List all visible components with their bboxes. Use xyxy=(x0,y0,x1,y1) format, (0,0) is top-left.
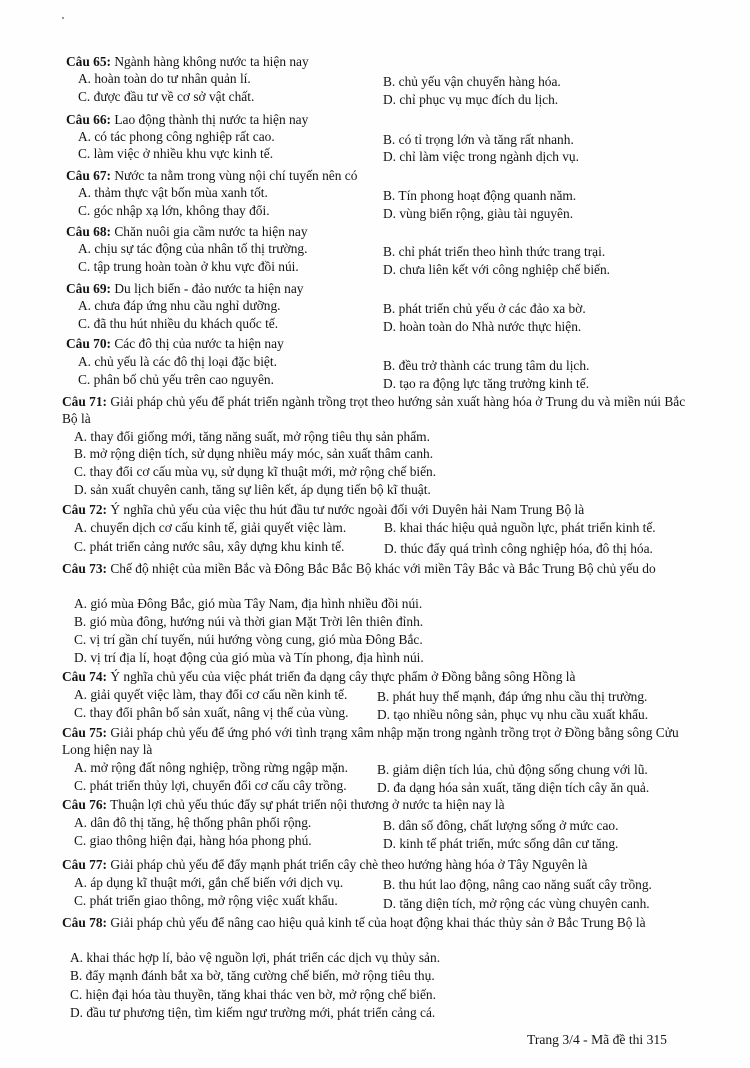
option-a: A. giải quyết việc làm, thay đổi cơ cấu nền kinh tế. xyxy=(74,687,348,702)
option-a: A. thay đổi giống mới, tăng năng suất, mở rộng tiêu thụ sản phẩm. xyxy=(74,429,430,444)
question-stem: Câu 68: Chăn nuôi gia cầm nước ta hiện nay xyxy=(66,224,308,239)
option-b: B. phát triển chủ yếu ở các đảo xa bờ. xyxy=(383,301,586,316)
option-d: D. kinh tế phát triển, mức sống dân cư tăng. xyxy=(383,836,619,851)
option-a: A. dân đô thị tăng, hệ thống phân phối rộng. xyxy=(74,815,312,830)
question-stem: Câu 65: Ngành hàng không nước ta hiện nay xyxy=(66,54,309,69)
option-a: A. mở rộng đất nông nghiệp, trồng rừng ngập mặn. xyxy=(74,760,348,775)
question-stem: Câu 74: Ý nghĩa chủ yếu của việc phát triển đa dạng cây thực phẩm ở Đồng bằng sông Hồng là xyxy=(62,669,576,684)
option-b: B. chỉ phát triển theo hình thức trang trại. xyxy=(383,244,606,259)
option-c: C. được đầu tư về cơ sở vật chất. xyxy=(78,89,255,104)
option-b: B. thu hút lao động, nâng cao năng suất cây trồng. xyxy=(383,877,652,892)
option-b: B. chủ yếu vận chuyển hàng hóa. xyxy=(383,74,561,89)
option-a: A. chịu sự tác động của nhân tố thị trường. xyxy=(78,241,308,256)
option-b: B. khai thác hiệu quả nguồn lực, phát triển kinh tế. xyxy=(384,520,656,535)
option-d: D. đa dạng hóa sản xuất, tăng diện tích cây ăn quả. xyxy=(377,780,650,795)
page-footer: Trang 3/4 - Mã đề thi 315 xyxy=(527,1032,667,1047)
option-d: D. vùng biển rộng, giàu tài nguyên. xyxy=(383,206,574,221)
option-c: C. giao thông hiện đại, hàng hóa phong phú. xyxy=(74,833,312,848)
question-stem: Câu 66: Lao động thành thị nước ta hiện nay xyxy=(66,112,309,127)
option-d: D. tạo nhiều nông sản, phục vụ nhu cầu xuất khẩu. xyxy=(377,707,649,722)
option-c: C. góc nhập xạ lớn, không thay đổi. xyxy=(78,203,270,218)
option-c: C. phát triển cảng nước sâu, xây dựng khu kinh tế. xyxy=(74,539,345,554)
option-a: A. chủ yếu là các đô thị loại đặc biệt. xyxy=(78,354,277,369)
option-a: A. có tác phong công nghiệp rất cao. xyxy=(78,129,275,144)
option-c: C. đã thu hút nhiều du khách quốc tế. xyxy=(78,316,279,331)
option-b: B. dân số đông, chất lượng sống ở mức cao. xyxy=(383,818,619,833)
question-stem: Câu 71: Giải pháp chủ yếu để phát triển ngành trồng trọt theo hướng sản xuất hàng hóa ở Trung du và miền núi Bắc Bộ là xyxy=(62,394,686,426)
option-c: C. thay đổi cơ cấu mùa vụ, sử dụng kĩ thuật mới, mở rộng chế biến. xyxy=(74,464,437,479)
option-c: C. tập trung hoàn toàn ở khu vực đồi núi. xyxy=(78,259,299,274)
option-b: B. giảm diện tích lúa, chủ động sống chung với lũ. xyxy=(377,762,648,777)
option-d: D. chưa liên kết với công nghiệp chế biến. xyxy=(383,262,611,277)
option-b: B. đều trở thành các trung tâm du lịch. xyxy=(383,358,590,373)
option-b: B. đẩy mạnh đánh bắt xa bờ, tăng cường chế biến, mở rộng tiêu thụ. xyxy=(70,968,435,983)
option-d: D. thúc đẩy quá trình công nghiệp hóa, đô thị hóa. xyxy=(384,541,653,556)
option-b: B. phát huy thế mạnh, đáp ứng nhu cầu thị trường. xyxy=(377,689,648,704)
question-stem: Câu 67: Nước ta nằm trong vùng nội chí tuyến nên có xyxy=(66,168,358,183)
option-c: C. làm việc ở nhiều khu vực kinh tế. xyxy=(78,146,274,161)
question-stem: Câu 77: Giải pháp chủ yếu để đẩy mạnh phát triển cây chè theo hướng hàng hóa ở Tây Nguyên là xyxy=(62,857,588,872)
question-stem: Câu 69: Du lịch biển - đảo nước ta hiện nay xyxy=(66,281,304,296)
option-c: C. thay đổi phân bố sản xuất, nâng vị thế của vùng. xyxy=(74,705,349,720)
option-a: A. gió mùa Đông Bắc, gió mùa Tây Nam, địa hình nhiều đồi núi. xyxy=(74,596,423,611)
option-b: B. gió mùa đông, hướng núi và thời gian Mặt Trời lên thiên đỉnh. xyxy=(74,614,424,629)
option-d: D. sản xuất chuyên canh, tăng sự liên kết, áp dụng tiến bộ kĩ thuật. xyxy=(74,482,431,497)
option-d: D. hoàn toàn do Nhà nước thực hiện. xyxy=(383,319,582,334)
option-c: C. phát triển giao thông, mở rộng việc xuất khẩu. xyxy=(74,893,338,908)
option-c: C. vị trí gần chí tuyến, núi hướng vòng cung, gió mùa Đông Bắc. xyxy=(74,632,423,647)
option-d: D. chỉ phục vụ mục đích du lịch. xyxy=(383,92,559,107)
question-stem: Câu 76: Thuận lợi chủ yếu thúc đẩy sự phát triển nội thương ở nước ta hiện nay là xyxy=(62,797,505,812)
question-stem: Câu 70: Các đô thị của nước ta hiện nay xyxy=(66,336,284,351)
option-b: B. Tín phong hoạt động quanh năm. xyxy=(383,188,577,203)
question-stem: Câu 75: Giải pháp chủ yếu để ứng phó với tình trạng xâm nhập mặn trong ngành trồng trọt ở Đồng bằng sông Cửu Long hiện nay là xyxy=(62,725,679,757)
option-c: C. phân bố chủ yếu trên cao nguyên. xyxy=(78,372,274,387)
option-a: A. hoàn toàn do tư nhân quản lí. xyxy=(78,71,251,86)
option-d: D. vị trí địa lí, hoạt động của gió mùa và Tín phong, địa hình núi. xyxy=(74,650,424,665)
question-stem: Câu 72: Ý nghĩa chủ yếu của việc thu hút đầu tư nước ngoài đối với Duyên hải Nam Trung Bộ là xyxy=(62,502,585,517)
option-b: B. mở rộng diện tích, sử dụng nhiều máy móc, sản xuất thâm canh. xyxy=(74,446,434,461)
option-b: B. có tỉ trọng lớn và tăng rất nhanh. xyxy=(383,132,574,147)
option-c: C. phát triển thủy lợi, chuyển đổi cơ cấu cây trồng. xyxy=(74,778,347,793)
option-d: D. chỉ làm việc trong ngành dịch vụ. xyxy=(383,149,579,164)
option-d: D. tăng diện tích, mở rộng các vùng chuyên canh. xyxy=(383,896,650,911)
option-d: D. tạo ra động lực tăng trưởng kinh tế. xyxy=(383,376,590,391)
option-a: A. thảm thực vật bốn mùa xanh tốt. xyxy=(78,185,268,200)
question-stem: Câu 73: Chế độ nhiệt của miền Bắc và Đông Bắc Bắc Bộ khác với miền Tây Bắc và Bắc Trung Bộ chủ yếu do xyxy=(62,561,656,576)
option-a: A. chuyển dịch cơ cấu kinh tế, giải quyết việc làm. xyxy=(74,520,347,535)
question-stem: Câu 78: Giải pháp chủ yếu để nâng cao hiệu quả kinh tế của hoạt động khai thác thủy sản ở Bắc Trung Bộ là xyxy=(62,915,646,930)
scan-speck xyxy=(62,17,64,19)
option-d: D. đầu tư phương tiện, tìm kiếm ngư trường mới, phát triển cảng cá. xyxy=(70,1005,436,1020)
option-a: A. khai thác hợp lí, bảo vệ nguồn lợi, phát triển các dịch vụ thủy sản. xyxy=(70,950,441,965)
option-a: A. chưa đáp ứng nhu cầu nghỉ dưỡng. xyxy=(78,298,281,313)
option-c: C. hiện đại hóa tàu thuyền, tăng khai thác ven bờ, mở rộng chế biến. xyxy=(70,987,436,1002)
option-a: A. áp dụng kĩ thuật mới, gắn chế biến với dịch vụ. xyxy=(74,875,344,890)
